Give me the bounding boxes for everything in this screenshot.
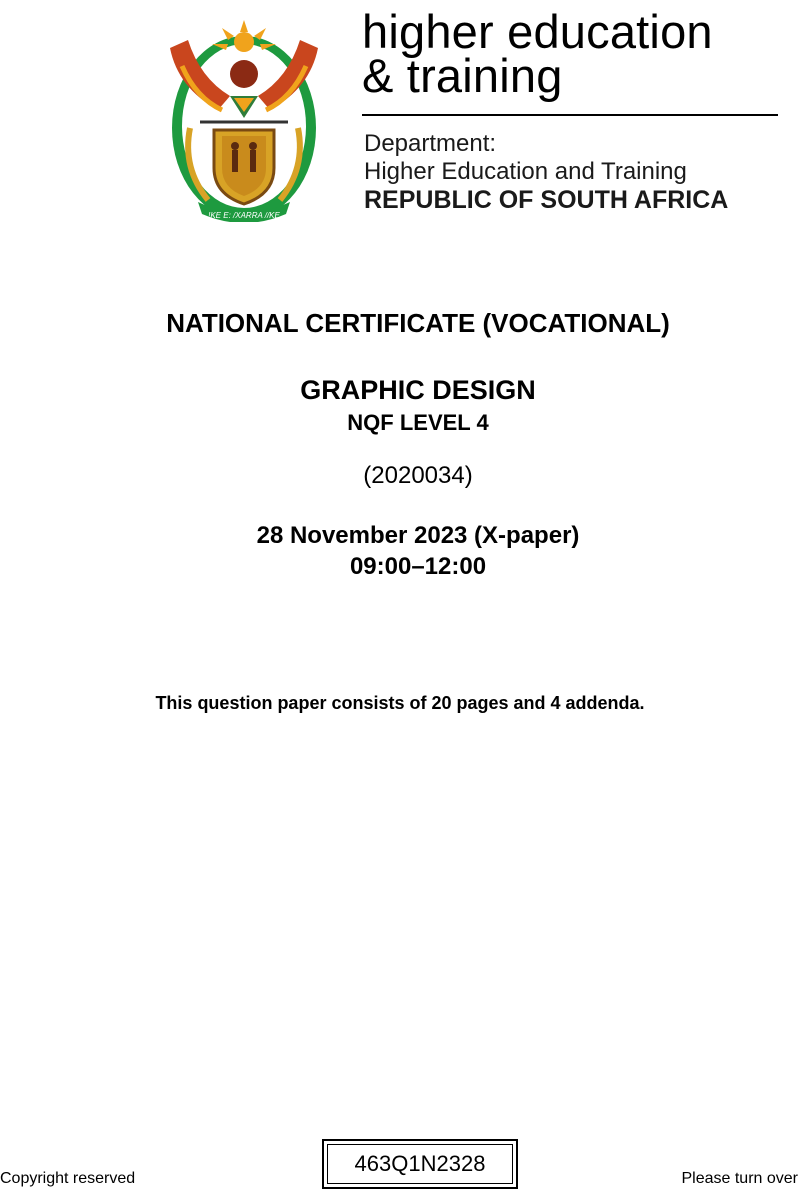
nqf-level: NQF LEVEL 4: [347, 410, 489, 435]
exam-time: 09:00–12:00: [349, 553, 487, 580]
turn-over-notice: Please turn over: [681, 1170, 798, 1187]
department-brand: [362, 5, 782, 214]
paper-code: 463Q1N2328: [327, 1144, 513, 1184]
exam-date: 28 November 2023 (X-paper): [256, 522, 580, 549]
coat-of-arms-logo: [160, 18, 328, 222]
paper-code-box: [322, 1139, 518, 1189]
certificate-title: NATIONAL CERTIFICATE (VOCATIONAL): [166, 308, 670, 338]
copyright-notice: Copyright reserved: [0, 1170, 136, 1187]
brand-line-1: higher education: [362, 5, 713, 58]
dept-line-2: Higher Education and Training: [364, 158, 687, 185]
subject-code: (2020034): [363, 462, 473, 489]
brand-line-2: & training: [362, 49, 563, 102]
brand-divider: [362, 114, 778, 116]
department-name: [364, 130, 728, 214]
dept-line-3: REPUBLIC OF SOUTH AFRICA: [364, 186, 729, 214]
dept-line-1: Department:: [364, 130, 497, 157]
page-count-notice: This question paper consists of 20 pages and 4 addenda.: [155, 693, 645, 713]
subject-title: GRAPHIC DESIGN: [300, 375, 536, 405]
crest-motto: !KE E: /XARRA //KE: [208, 211, 280, 220]
